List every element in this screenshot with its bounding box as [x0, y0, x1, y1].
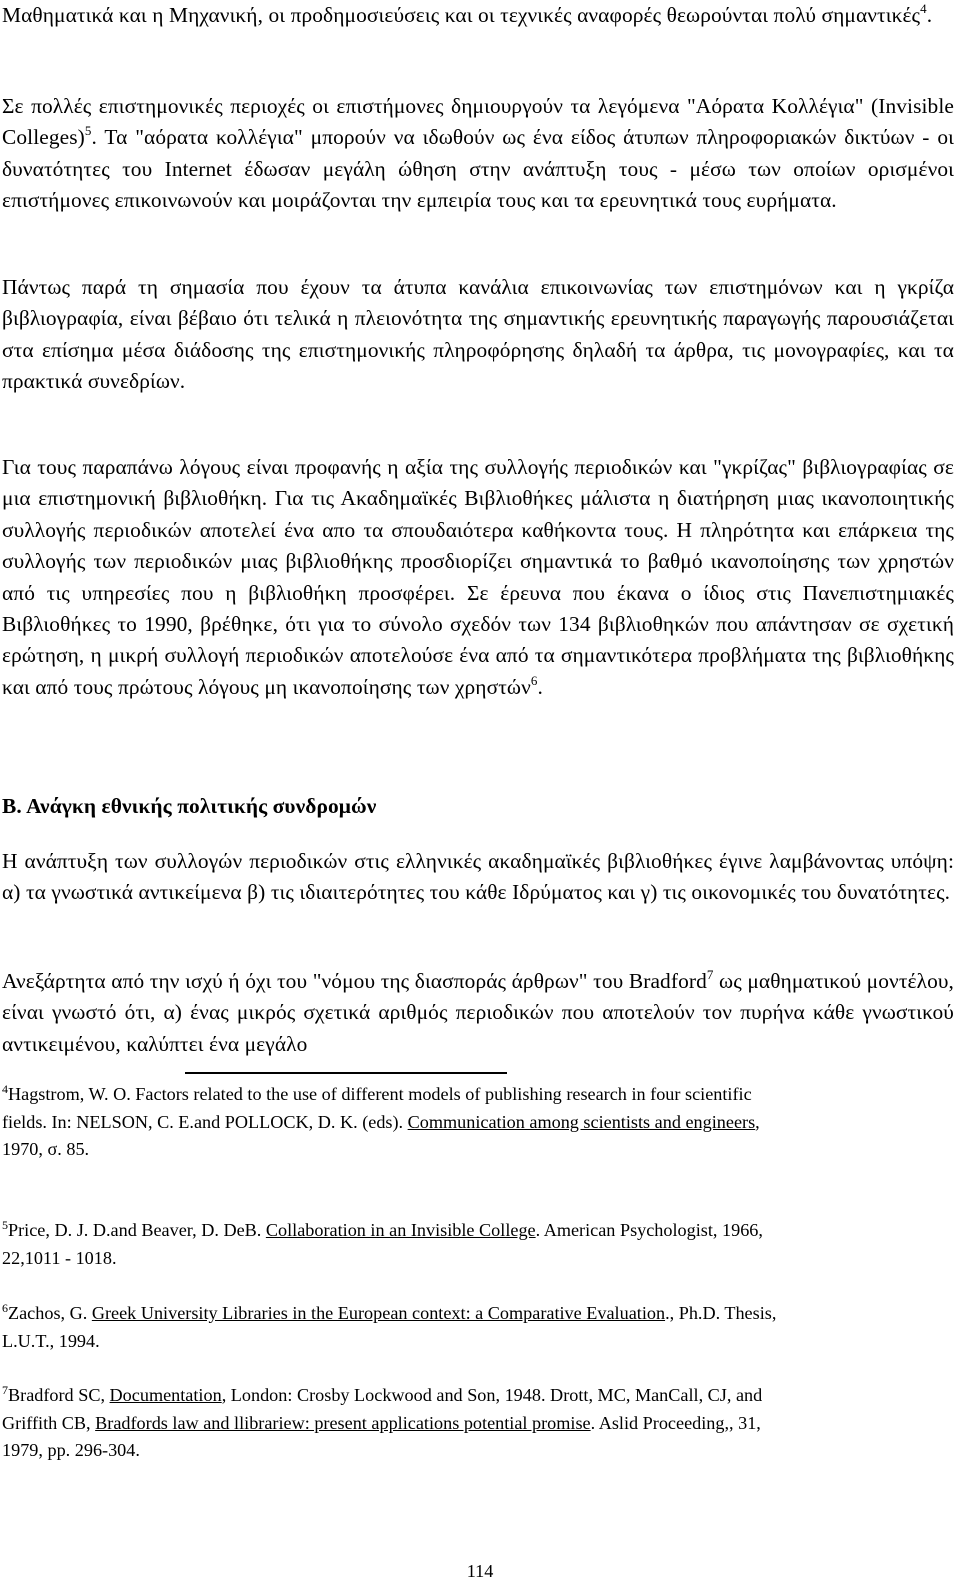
- footnote-number: 7: [2, 1383, 8, 1397]
- footnote-number: 5: [2, 1218, 8, 1232]
- footnote-ref-5: 5: [84, 123, 92, 139]
- footnote-text: Zachos, G.: [8, 1303, 92, 1323]
- paragraph-grey-literature: Πάντως παρά τη σημασία που έχουν τα άτυπα κανάλια επικοινωνίας των επιστημόνων και η γκρίζα βιβλιογραφία, είναι βέβαιο ότι τελικά η πλειονότητα της σημαντικής ερευνητικής παραγωγής παρουσιάζεται στα επίσημα μέσα διάδοσης της επιστημονικής πληροφόρησης δηλαδή τα άρθρα, τις μονογραφίες, και τα πρακτικά συνεδρίων.: [2, 275, 954, 394]
- footnote-text: . American Psychologist, 1966, 22,1011 - 1018.: [2, 1220, 763, 1268]
- footnote-title-underlined: Bradfords law and llibrariew: present applications potential promise: [95, 1412, 591, 1433]
- footnote-text: , 1970, σ. 85.: [2, 1111, 760, 1160]
- paragraph-text: Για τους παραπάνω λόγους είναι προφανής η αξία της συλλογής περιοδικών και "γκρίζας" βιβλιογραφίας σε μια επιστημονική βιβλιοθήκη. Για τις Ακαδημαϊκές Βιβλιοθήκες μάλιστα η διατήρηση μιας ικανοποιητικής συλλογής περιοδικών αποτελεί ένα απο τα σπουδαιότερα καθήκοντα τους. Η πληρότητα και επάρκεια της συλλογής των περιοδικών μιας βιβλιοθήκης προσδιορίζει σημαντικά το βαθμό ικανοποίησης των χρηστών από τις υπηρεσίες που η βιβλιοθήκη προσφέρει. Σε έρευνα που έκανα ο ίδιος στις Πανεπιστημιακές Βιβλιοθήκες το 1990, βρέθηκε, ότι για το σύνολο σχεδόν των 134 βιβλιοθηκών που απάντησαν σε σχετική ερώτηση, η μικρή συλλογή περιοδικών αποτελούσε ένα από τα σημαντικότερα προβλήματα της βιβλιοθήκης και από τους πρώτους λόγους μη ικανοποίησης των χρηστών: [2, 455, 954, 699]
- footnote-title-underlined: Communication among scientists and engineers: [407, 1111, 756, 1132]
- footnote-number: 6: [2, 1301, 8, 1315]
- footnote-text: Bradford SC,: [8, 1385, 110, 1405]
- paragraph-intro-continuation: [2, 0, 954, 31]
- footnote-ref-6: 6: [530, 672, 538, 688]
- paragraph-text: Μαθηματικά και η Μηχανική, οι προδημοσιεύσεις και οι τεχνικές αναφορές θεωρούνται πολύ σημαντικές: [2, 3, 921, 27]
- footnote-text: ., Ph.D. Thesis, L.U.T., 1994.: [2, 1303, 777, 1351]
- paragraph-text: Ανεξάρτητα από την ισχύ ή όχι του "νόμου της διασποράς άρθρων" του Bradford: [2, 969, 707, 993]
- footnote-separator: [185, 1072, 507, 1074]
- footnote-text: Hagstrom, W. O. Factors related to the use of different models of publishing research in four scientific fields. In: NELSON, C. E.and POLLOCK, D. K. (eds).: [2, 1084, 752, 1132]
- paragraph-bradford-law: [2, 966, 954, 1060]
- footnote-text: Price, D. J. D.and Beaver, D. DeB.: [8, 1220, 266, 1240]
- paragraph-journal-collections: [2, 452, 954, 703]
- footnote-text: . Aslid Proceeding,, 31, 1979, pp. 296-304.: [2, 1412, 761, 1461]
- footnote-title-underlined: Greek University Libraries in the European context: a Comparative Evaluation: [91, 1303, 666, 1323]
- paragraph-invisible-colleges: [2, 91, 954, 217]
- footnote-7: [2, 1382, 792, 1465]
- footnote-ref-4: 4: [920, 1, 927, 16]
- footnote-number: 4: [2, 1082, 8, 1096]
- footnote-ref-7: 7: [706, 967, 714, 982]
- paragraph-text: .: [926, 3, 933, 27]
- paragraph-text: Σε πολλές επιστημονικές περιοχές οι επιστήμονες δημιουργούν τα λεγόμενα "Αόρατα Κολλέγια" (Invisible Colleges): [2, 94, 954, 150]
- footnote-6: [2, 1300, 822, 1355]
- paragraph-text: ως μαθηματικού μοντέλου, είναι γνωστό ότι, α) ένας μικρός σχετικά αριθμός περιοδικών που αποτελούν τον πυρήνα κάθε γνωστικού αντικειμένου, καλύπτει ένα μεγάλο: [2, 969, 954, 1056]
- paragraph-text: .: [537, 674, 543, 699]
- page-number: 114: [466, 1561, 494, 1581]
- footnote-text: , London: Crosby Lockwood and Son, 1948. Drott, MC, ManCall, CJ, and Griffith CB,: [2, 1385, 763, 1433]
- paragraph-collection-development: Η ανάπτυξη των συλλογών περιοδικών στις ελληνικές ακαδημαϊκές βιβλιοθήκες έγινε λαμβάνοντας υπόψη: α) τα γνωστικά αντικείμενα β) τις ιδιαιτερότητες του κάθε Ιδρύματος και γ) τις οικονομικές του δυνατότητες.: [2, 849, 954, 905]
- paragraph-text: . Τα "αόρατα κολλέγια" μπορούν να ιδωθούν ως ένα είδος άτυπων πληροφοριακών δικτύων - οι δυνατότητες του Internet έδωσαν μεγάλη ώθηση στην ανάπτυξη τους - μέσω των οποίων ορισμένοι επιστήμονες επικοινωνούν και μοιράζονται την εμπειρία τους και τα ερευνητικά τους ευρήματα.: [2, 125, 954, 213]
- footnote-title-underlined: Documentation: [109, 1385, 222, 1405]
- section-heading: Β. Ανάγκη εθνικής πολιτικής συνδρομών: [2, 794, 377, 818]
- footnote-title-underlined: Collaboration in an Invisible College: [265, 1220, 536, 1240]
- footnote-4: [2, 1081, 792, 1164]
- footnote-5: [2, 1217, 792, 1272]
